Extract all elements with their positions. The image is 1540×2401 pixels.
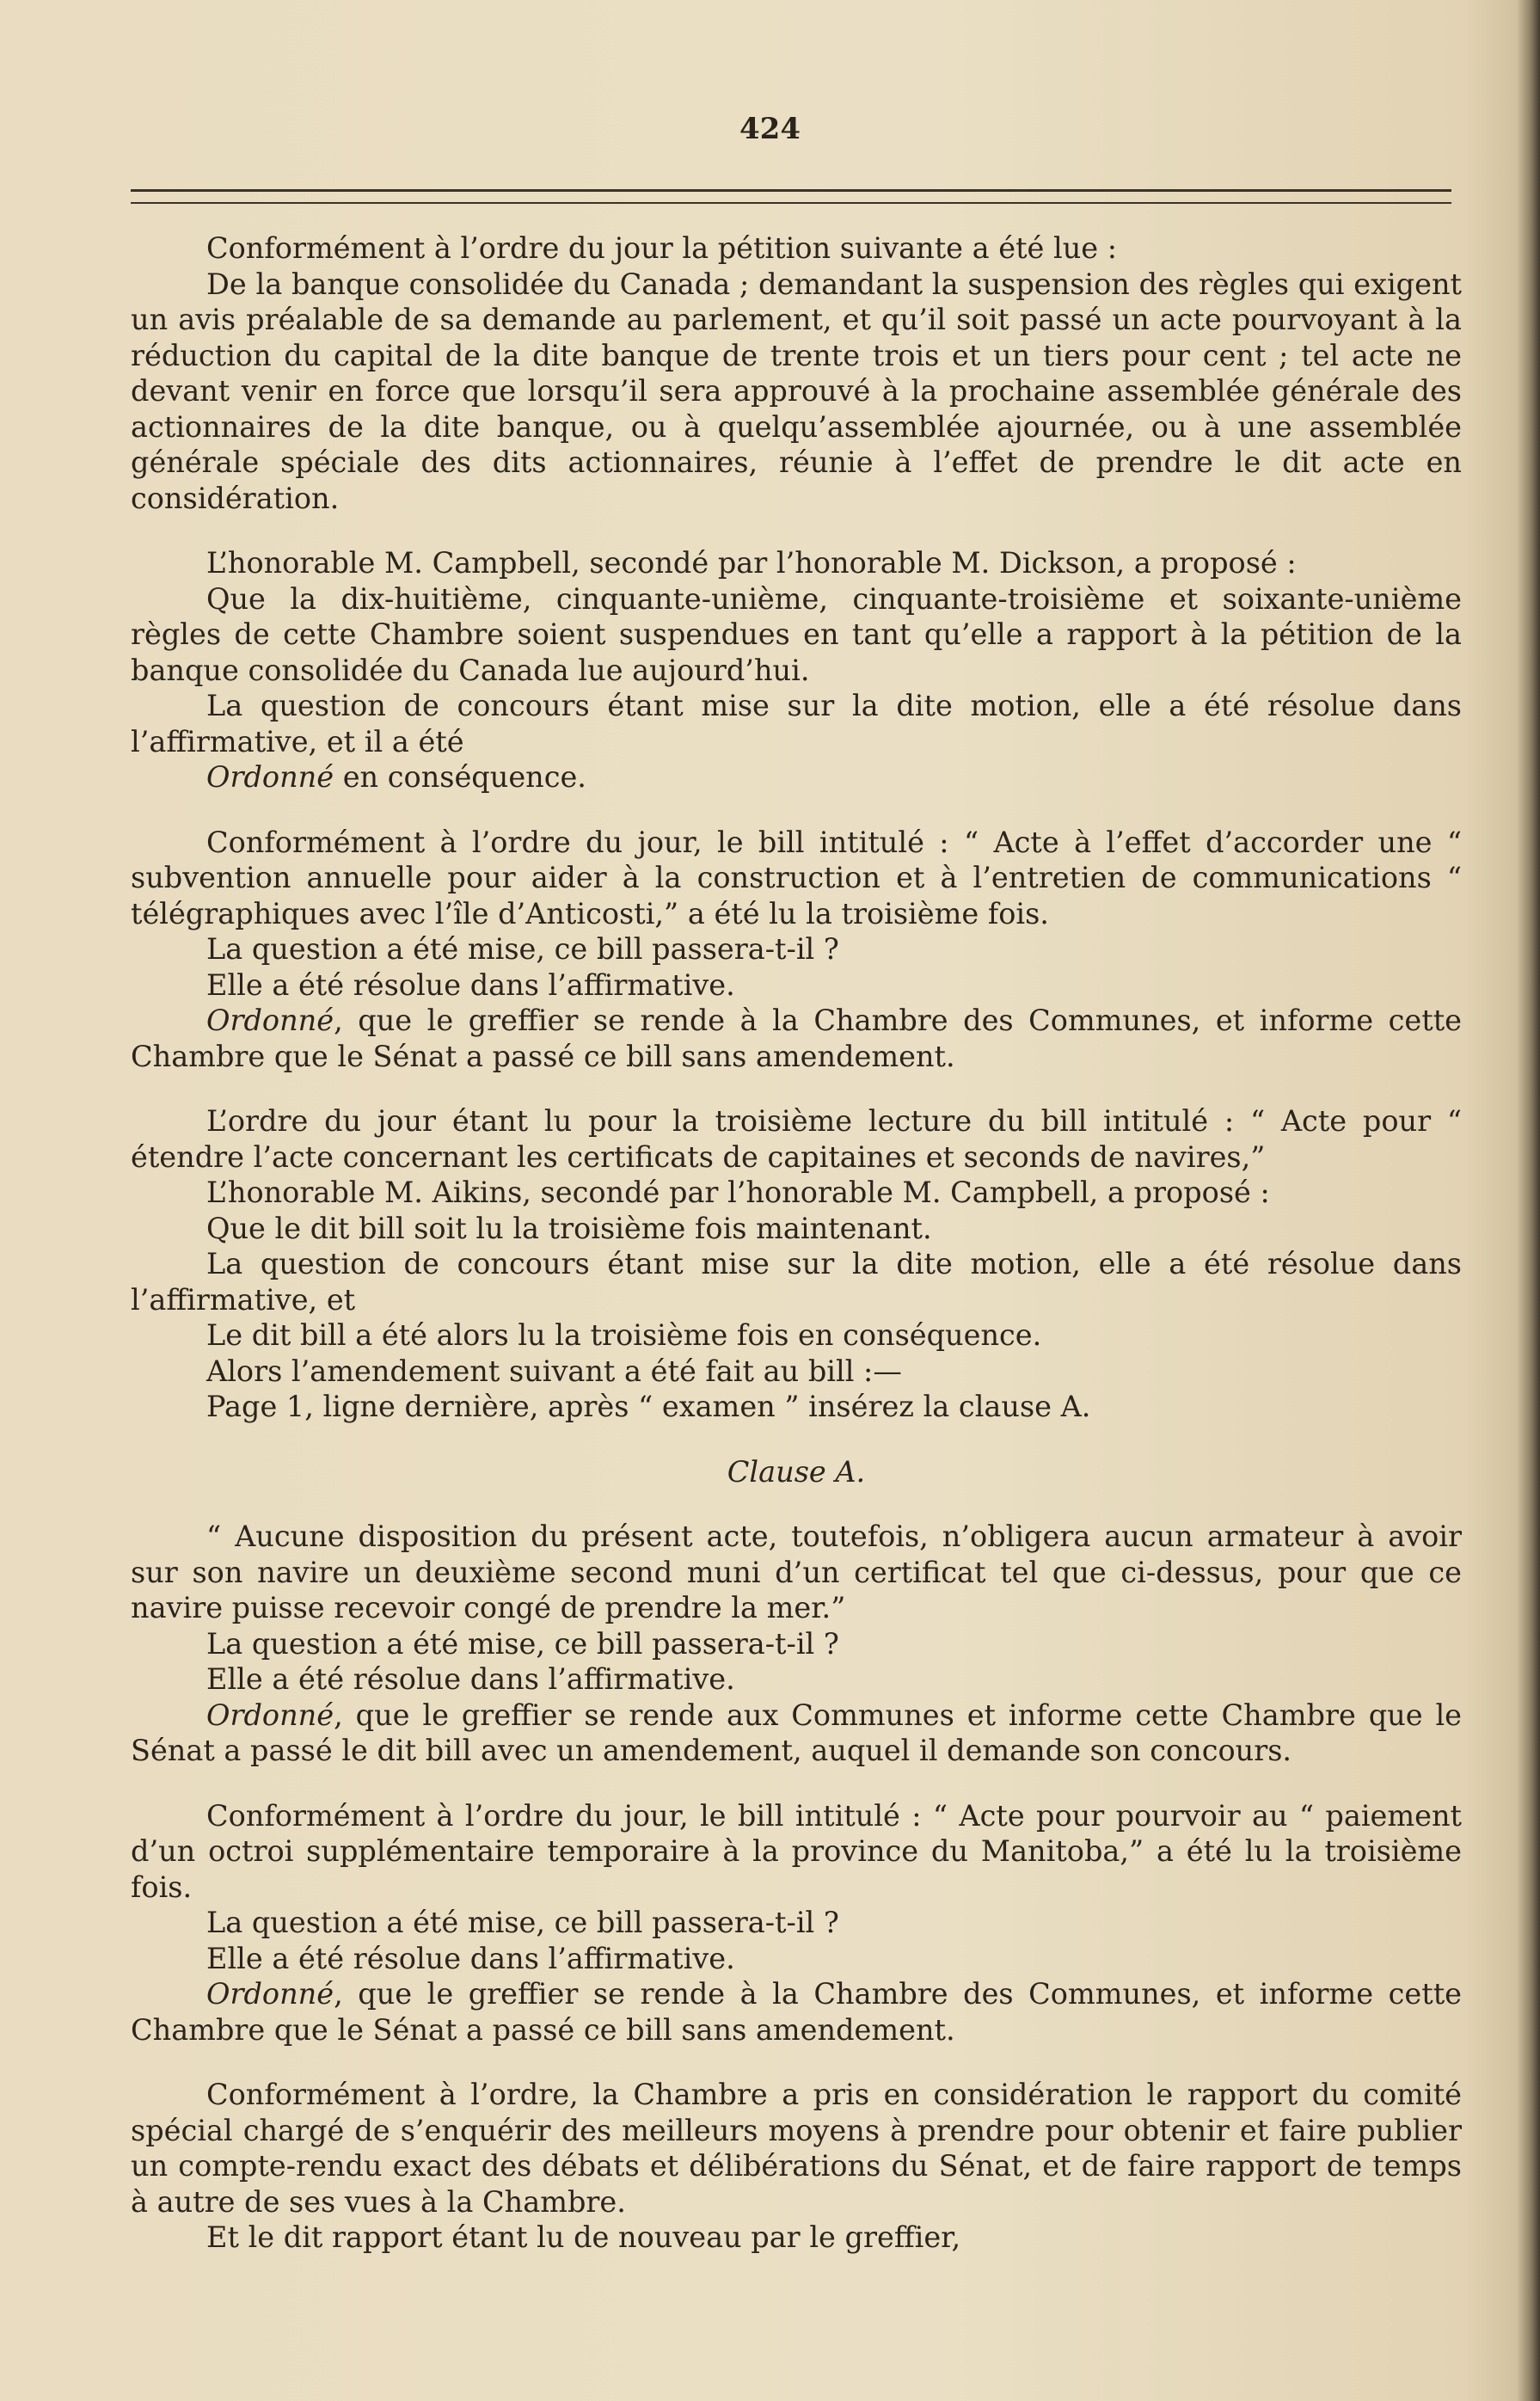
paragraph: [131, 1661, 1462, 1698]
paragraph-text: Et le dit rapport étant lu de nouveau par le greffier,: [206, 2220, 961, 2254]
paragraph: [131, 581, 1462, 689]
paragraph: [131, 1246, 1462, 1317]
paragraph: [131, 1905, 1462, 1941]
paragraph: [131, 1454, 1462, 1490]
paragraph-text: en conséquence.: [334, 760, 586, 794]
paragraph: [131, 1941, 1462, 1977]
paragraph-text: Que la dix-huitième, cinquante-unième, cinquante-troisième et soixante-unième règles de cette Chambre soient suspendues en tant qu’elle a rapport à la pétition de la banque consolidée du Canada lue aujourd’hui.: [131, 581, 1462, 687]
paragraph-text: La question de concours étant mise sur la dite motion, elle a été résolue dans l’affirmative, et il a été: [131, 689, 1462, 758]
ordonne-label: Ordonné: [206, 1004, 334, 1037]
paragraph: [131, 545, 1462, 581]
ordonne-label: Ordonné: [206, 1977, 334, 2011]
paragraph: [131, 2077, 1462, 2220]
paragraph: [131, 1698, 1462, 1769]
paragraph: [131, 1354, 1462, 1390]
header-rule: [131, 189, 1451, 204]
paragraph-text: La question a été mise, ce bill passera-t-il ?: [206, 1626, 839, 1661]
paragraph-text: Conformément à l’ordre du jour la pétition suivante a été lue :: [206, 231, 1118, 265]
paragraph: [131, 230, 1462, 267]
paragraph-text: La question de concours étant mise sur la dite motion, elle a été résolue dans l’affirmative, et: [131, 1247, 1462, 1317]
paragraph: [131, 1519, 1462, 1626]
paragraph: [131, 1211, 1462, 1247]
paragraph: [131, 931, 1462, 967]
paragraph: [131, 1389, 1462, 1425]
paragraph-text: , que le greffier se rende à la Chambre des Communes, et informe cette Chambre que le Sénat a passé ce bill sans amendement.: [131, 1004, 1462, 1073]
paragraph-text: L’honorable M. Aikins, secondé par l’honorable M. Campbell, a proposé :: [206, 1176, 1270, 1209]
paragraph-text: Clause A.: [727, 1454, 866, 1489]
paragraph-text: L’honorable M. Campbell, secondé par l’honorable M. Dickson, a proposé :: [206, 546, 1297, 580]
paragraph-text: Que le dit bill soit lu la troisième fois maintenant.: [206, 1211, 932, 1245]
paragraph: [131, 267, 1462, 517]
paragraph-text: Conformément à l’ordre, la Chambre a pris en considération le rapport du comité spécial chargé de s’enquérir des meilleurs moyens à prendre pour obtenir et faire publier un compte-rendu exact des débats et délibérations du Sénat, et de faire rapport de temps à autre de ses vues à la Chambre.: [131, 2078, 1462, 2219]
paragraph-text: Le dit bill a été alors lu la troisième fois en conséquence.: [206, 1318, 1042, 1352]
paragraph-text: Alors l’amendement suivant a été fait au bill :—: [206, 1354, 902, 1388]
paragraph: [131, 825, 1462, 932]
paragraph-text: De la banque consolidée du Canada ; demandant la suspension des règles qui exigent un avis préalable de sa demande au parlement, et qu’il soit passé un acte pourvoyant à la réduction du capital de la dite banque de trente trois et un tiers pour cent ; tel acte ne devant venir en force que lorsqu’il sera approuvé à la prochaine assemblée générale des actionnaires de la dite banque, ou à quelqu’assemblée ajournée, ou à une assemblée générale spéciale des dits actionnaires, réunie à l’effet de prendre le dit acte en considération.: [131, 267, 1462, 515]
paragraph-text: Elle a été résolue dans l’affirmative.: [206, 1941, 735, 1975]
paragraph: [131, 1103, 1462, 1175]
paragraph-text: La question a été mise, ce bill passera-t-il ?: [206, 1906, 839, 1939]
ordonne-label: Ordonné: [206, 1698, 334, 1732]
paragraph: [131, 967, 1462, 1004]
paragraph: [131, 1976, 1462, 2048]
paragraph: [131, 1798, 1462, 1906]
paragraph: [131, 1626, 1462, 1662]
paragraph: [131, 1003, 1462, 1074]
paragraph-text: Elle a été résolue dans l’affirmative.: [206, 967, 735, 1002]
paragraph-text: Conformément à l’ordre du jour, le bill intitulé : “ Acte pour pourvoir au “ paiement d’un octroi supplémentaire temporaire à la province du Manitoba,” a été lu la troisième fois.: [131, 1798, 1462, 1904]
paragraph: [131, 1175, 1462, 1211]
paragraph: [131, 759, 1462, 795]
ordonne-label: Ordonné: [206, 760, 334, 794]
page-number: 424: [739, 112, 801, 146]
paragraph: [131, 1317, 1462, 1354]
paragraph: [131, 688, 1462, 759]
paragraph-text: L’ordre du jour étant lu pour la troisième lecture du bill intitulé : “ Acte pour “ étendre l’acte concernant les certificats de capitaines et seconds de navires,”: [131, 1104, 1462, 1174]
paragraph-text: , que le greffier se rende aux Communes et informe cette Chambre que le Sénat a passé le dit bill avec un amendement, auquel il demande son concours.: [131, 1698, 1462, 1767]
body-text: [131, 230, 1462, 2256]
paragraph-text: Page 1, ligne dernière, après “ examen ” insérez la clause A.: [206, 1390, 1091, 1423]
paragraph-text: Elle a été résolue dans l’affirmative.: [206, 1662, 735, 1696]
paragraph-text: , que le greffier se rende à la Chambre des Communes, et informe cette Chambre que le Sénat a passé ce bill sans amendement.: [131, 1977, 1462, 2047]
page-edge-shadow: [1518, 0, 1540, 2401]
paragraph-text: Conformément à l’ordre du jour, le bill intitulé : “ Acte à l’effet d’accorder une “ subvention annuelle pour aider à la construction et à l’entretien de communications “ télégraphiques avec l’île d’Anticosti,” a été lu la troisième fois.: [131, 825, 1462, 930]
paragraph-text: “ Aucune disposition du présent acte, toutefois, n’obligera aucun armateur à avoir sur son navire un deuxième second muni d’un certificat tel que ci-dessus, pour que ce navire puisse recevoir congé de prendre la mer.”: [131, 1520, 1462, 1624]
paragraph-text: La question a été mise, ce bill passera-t-il ?: [206, 932, 839, 966]
paragraph: [131, 2220, 1462, 2256]
